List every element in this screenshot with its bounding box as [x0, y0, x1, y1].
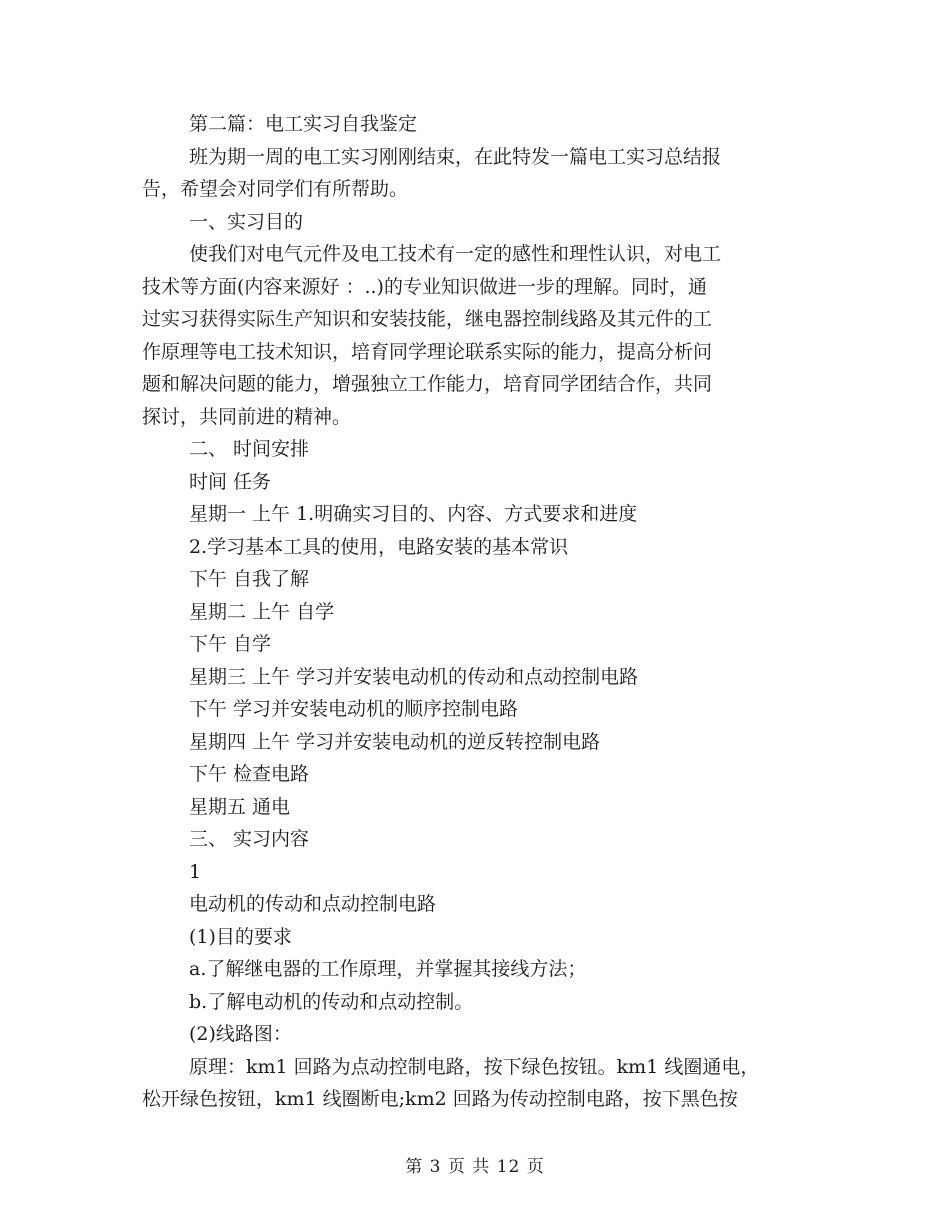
- document-body: [142, 108, 810, 1116]
- text-line: 松开绿色按钮，km1 线圈断电;km2 回路为传动控制电路，按下黑色按: [142, 1088, 738, 1110]
- text-line: 星期二 上午 自学: [189, 600, 335, 623]
- text-line: 下午 学习并安装电动机的顺序控制电路: [189, 698, 519, 720]
- text-line: 星期一 上午 1.明确实习目的、内容、方式要求和进度: [189, 503, 638, 525]
- text-line: 第二篇：电工实习自我鉴定: [189, 113, 418, 135]
- text-line: 下午 自我了解: [189, 568, 310, 590]
- text-line: b.了解电动机的传动和点动控制。: [189, 990, 474, 1013]
- text-line: 下午 自学: [189, 633, 272, 655]
- text-line: 探讨，共同前进的精神。: [142, 405, 352, 428]
- page-footer: 第 3 页 共 12 页: [405, 1157, 545, 1177]
- text-line: 过实习获得实际生产知识和安装技能，继电器控制线路及其元件的工: [142, 308, 713, 330]
- text-line: 使我们对电气元件及电工技术有一定的感性和理性认识，对电工: [189, 243, 722, 265]
- text-line: 一、实习目的: [189, 210, 304, 233]
- text-line: 星期三 上午 学习并安装电动机的传动和点动控制电路: [189, 665, 639, 688]
- text-line: 电动机的传动和点动控制电路: [189, 893, 437, 915]
- text-line: 班为期一周的电工实习刚刚结束，在此特发一篇电工实习总结报: [189, 145, 722, 168]
- text-line: 下午 检查电路: [189, 763, 310, 785]
- text-line: 原理：km1 回路为点动控制电路，按下绿色按钮。km1 线圈通电，: [189, 1055, 760, 1078]
- text-line: 技术等方面(内容来源好 ：..)的专业知识做进一步的理解。同时，通: [142, 275, 707, 298]
- text-line: (1)目的要求: [189, 925, 292, 948]
- text-line: 题和解决问题的能力，增强独立工作能力，培育同学团结合作，共同: [142, 373, 713, 395]
- text-line: 星期五 通电: [189, 795, 291, 818]
- text-line: (2)线路图：: [189, 1023, 292, 1045]
- text-line: 星期四 上午 学习并安装电动机的逆反转控制电路: [189, 730, 601, 753]
- text-line: 告，希望会对同学们有所帮助。: [142, 178, 409, 200]
- text-line: 三、 实习内容: [189, 828, 310, 850]
- text-line: 1: [189, 860, 202, 883]
- text-line: 二、 时间安排: [189, 438, 310, 460]
- text-line: 2.学习基本工具的使用，电路安装的基本常识: [189, 535, 569, 558]
- text-line: a.了解继电器的工作原理，并掌握其接线方法；: [189, 958, 587, 980]
- text-line: 作原理等电工技术知识，培育同学理论联系实际的能力，提高分析问: [142, 340, 713, 363]
- text-line: 时间 任务: [189, 470, 272, 493]
